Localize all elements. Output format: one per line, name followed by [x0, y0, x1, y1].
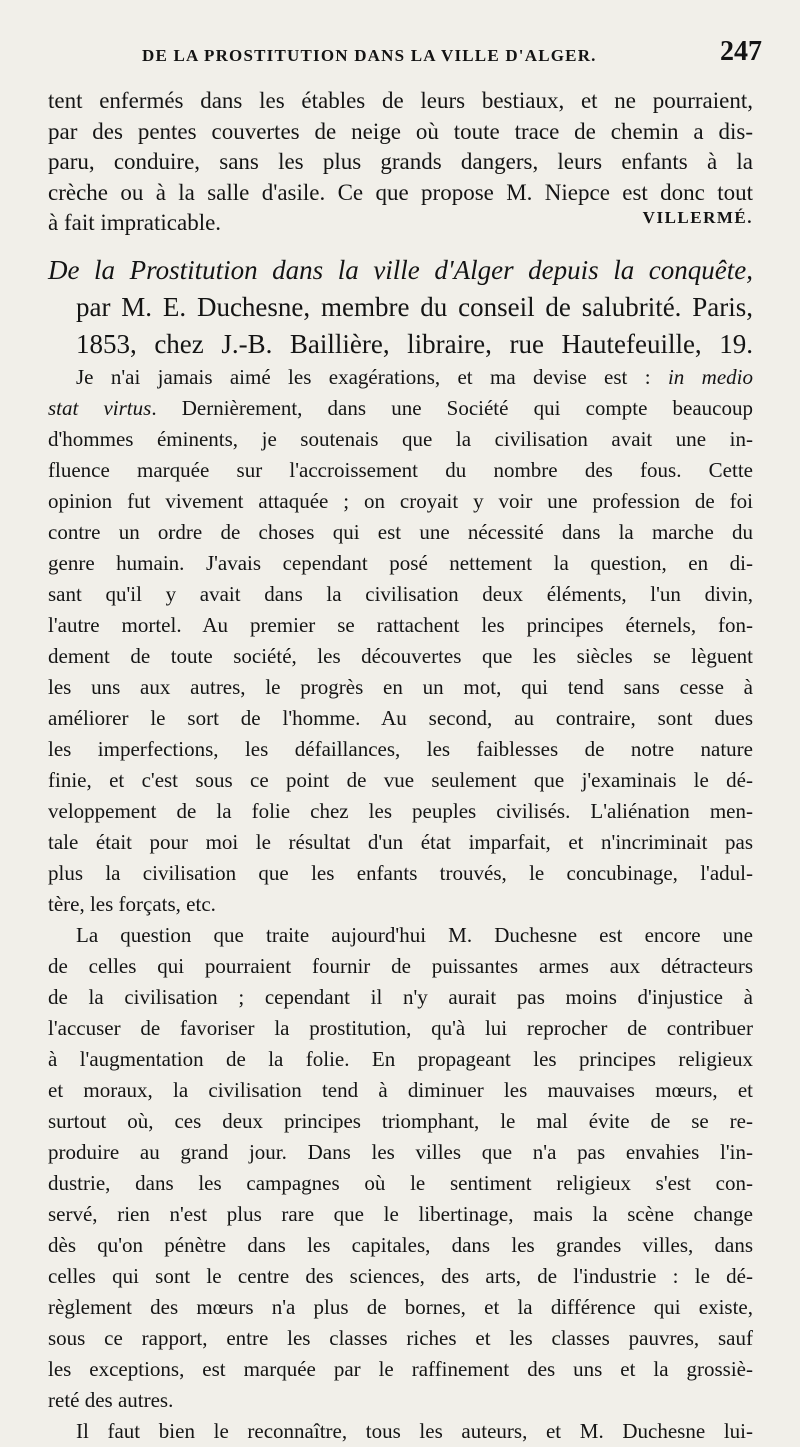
text-line: La question que traite aujourd'hui M. Duchesne est encore une	[76, 923, 753, 947]
text-line: à fait impraticable.	[48, 210, 222, 235]
text-line: paru, conduire, sans les plus grands dangers, leurs enfants à la	[48, 149, 753, 174]
book-title-line: 1853, chez J.-B. Baillière, libraire, rue Hautefeuille, 19.	[76, 329, 753, 359]
text-line: l'autre mortel. Au premier se rattachent les principes éternels, fon-	[48, 613, 753, 637]
page-header	[48, 36, 762, 76]
page-number: 247	[720, 36, 762, 67]
text-line: genre humain. J'avais cependant posé nettement la question, en di-	[48, 551, 753, 575]
text-line: l'accuser de favoriser la prostitution, qu'à lui reprocher de contribuer	[48, 1016, 753, 1040]
text-line: dustrie, dans les campagnes où le sentiment religieux s'est con-	[48, 1171, 753, 1195]
text-line: les imperfections, les défaillances, les faiblesses de notre nature	[48, 737, 753, 761]
text-line: de celles qui pourraient fournir de puissantes armes aux détracteurs	[48, 954, 753, 978]
text-line: reté des autres.	[48, 1388, 174, 1412]
book-title-heading	[48, 252, 753, 363]
text-line: opinion fut vivement attaquée ; on croyait y voir une profession de foi	[48, 489, 753, 513]
text-line: produire au grand jour. Dans les villes que n'a pas envahies l'in-	[48, 1140, 753, 1164]
text-line: sant qu'il y avait dans la civilisation deux éléments, l'un divin,	[48, 582, 753, 606]
text-line: règlement des mœurs n'a plus de bornes, et la différence qui existe,	[48, 1295, 753, 1319]
text-line: tale était pour moi le résultat d'un état imparfait, et n'incriminait pas	[48, 830, 753, 854]
main-text	[48, 362, 753, 1447]
text-line: crèche ou à la salle d'asile. Ce que propose M. Niepce est donc tout	[48, 179, 753, 205]
book-title-line: par M. E. Duchesne, membre du conseil de salubrité. Paris,	[76, 292, 753, 322]
text-line: contre un ordre de choses qui est une nécessité dans la marche du	[48, 520, 753, 544]
text-line: de la civilisation ; cependant il n'y aurait pas moins d'injustice à	[48, 985, 753, 1009]
text-line: les exceptions, est marquée par le raffinement des uns et la grossiè-	[48, 1357, 753, 1381]
text-line: veloppement de la folie chez les peuples civilisés. L'aliénation men-	[48, 799, 753, 823]
text-line: surtout où, ces deux principes triomphant, le mal évite de se re-	[48, 1109, 753, 1133]
text-line: sous ce rapport, entre les classes riches et les classes pauvres, sauf	[48, 1326, 753, 1350]
text-run: . Dernièrement, dans une Société qui compte beaucoup	[151, 396, 753, 420]
paragraph-intro	[48, 86, 753, 239]
text-line: plus la civilisation que les enfants trouvés, le concubinage, l'adul-	[48, 861, 753, 885]
book-title-line: De la Prostitution dans la ville d'Alger depuis la conquête,	[48, 255, 753, 285]
text-line: fluence marquée sur l'accroissement du nombre des fous. Cette	[48, 458, 753, 482]
text-line: d'hommes éminents, je soutenais que la civilisation avait une in-	[48, 427, 753, 451]
text-line: finie, et c'est sous ce point de vue seulement que j'examinais le dé-	[48, 768, 753, 792]
italic-motto: stat virtus	[48, 396, 152, 420]
running-title: DE LA PROSTITUTION DANS LA VILLE D'ALGER.	[142, 46, 597, 65]
text-line	[48, 362, 753, 393]
text-run: Je n'ai jamais aimé les exagérations, et ma devise est :	[76, 365, 668, 389]
text-line: par des pentes couvertes de neige où toute trace de chemin a dis-	[48, 118, 753, 144]
text-line: tère, les forçats, etc.	[48, 892, 216, 916]
text-line: à l'augmentation de la folie. En propageant les principes religieux	[48, 1047, 753, 1071]
text-line: dès qu'on pénètre dans les capitales, dans les grandes villes, dans	[48, 1233, 753, 1257]
text-line: les uns aux autres, le progrès en un mot, qui tend sans cesse à	[48, 675, 753, 699]
text-line: améliorer le sort de l'homme. Au second, au contraire, sont dues	[48, 706, 753, 730]
text-line	[48, 393, 753, 424]
text-line: Il faut bien le reconnaître, tous les auteurs, et M. Duchesne lui-	[76, 1419, 753, 1443]
italic-motto: in medio	[667, 365, 753, 389]
author-signature: VILLERMÉ.	[642, 208, 753, 227]
text-line: dement de toute société, les découvertes que les siècles se lèguent	[48, 644, 753, 668]
text-line: et moraux, la civilisation tend à diminuer les mauvaises mœurs, et	[48, 1078, 753, 1102]
text-line: servé, rien n'est plus rare que le libertinage, mais la scène change	[48, 1202, 753, 1226]
text-line: celles qui sont le centre des sciences, des arts, de l'industrie : le dé-	[48, 1264, 753, 1288]
text-line: tent enfermés dans les étables de leurs bestiaux, et ne pourraient,	[48, 88, 753, 113]
